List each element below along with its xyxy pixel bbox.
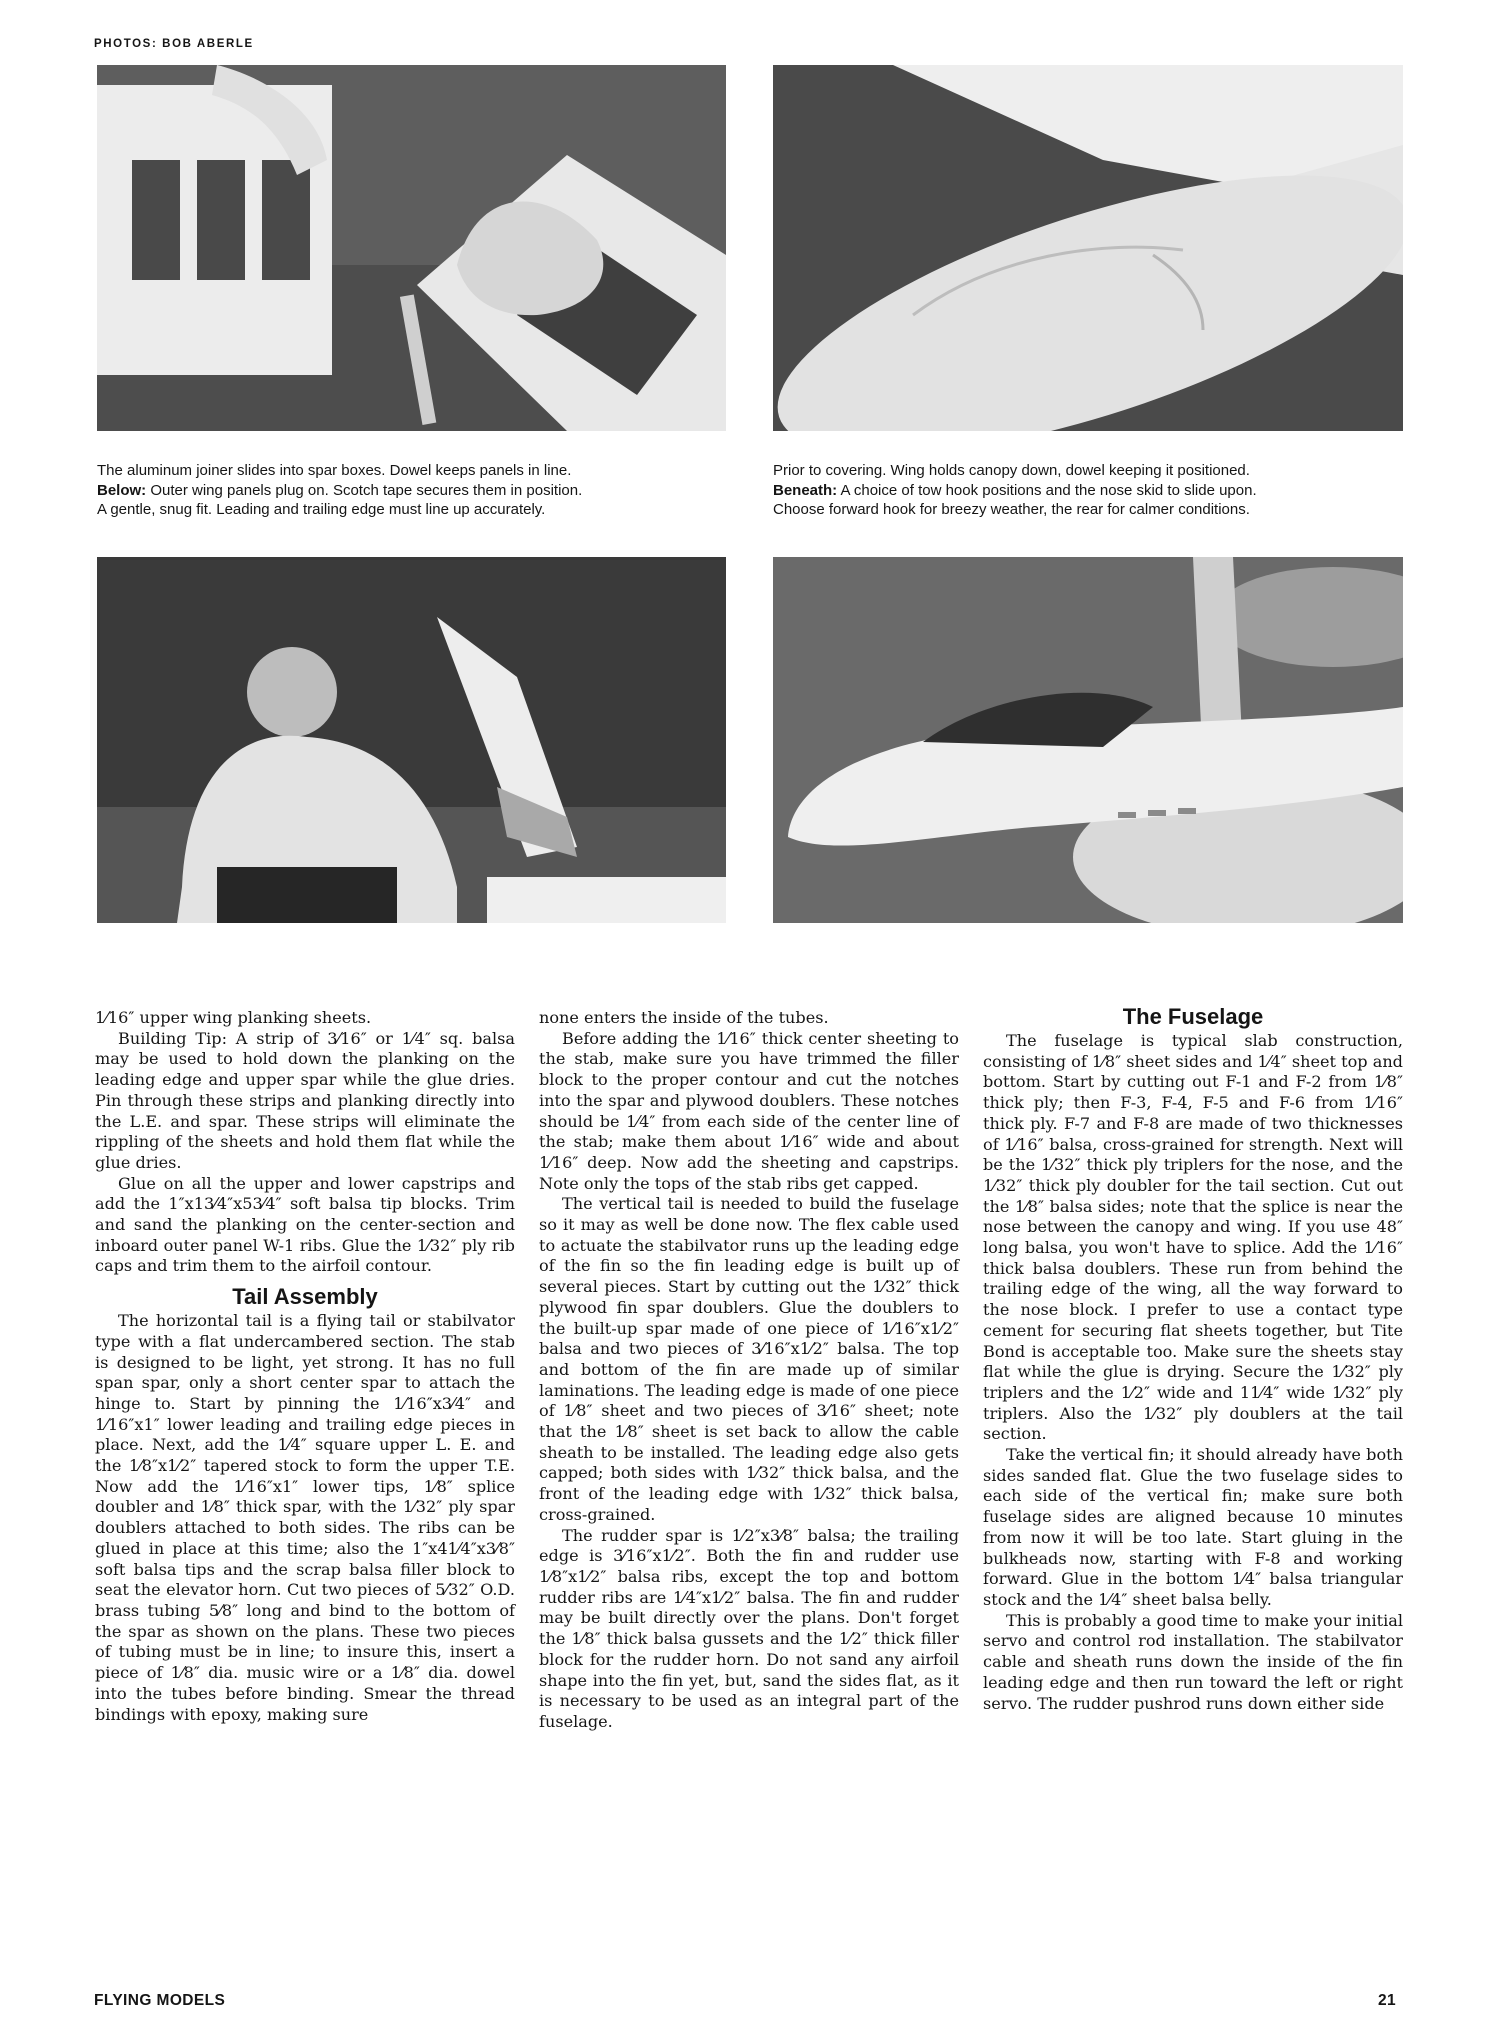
caption-right [773,461,1413,520]
caption-left-line-2-text: Outer wing panels plug on. Scotch tape secures them in position. [146,481,583,499]
nose-skid-photo [773,557,1403,923]
col3-paragraph-3: This is probably a good time to make your initial servo and control rod installation. The stabilvator cable and sheath runs down the inside of the fin leading edge and then run toward the left or right servo. The rudder pushrod runs down either side [983,1610,1403,1713]
caption-right-line-2 [773,481,1413,501]
col3-paragraph-1: The fuselage is typical slab construction, consisting of 1⁄8″ sheet sides and 1⁄4″ sheet top and bottom. Start by cutting out F-1 and F-2 from 1⁄8″ thick ply; then F-3, F-4, F-5 and F-6 from 1⁄16″ thick ply. F-7 and F-8 are made of two thicknesses of 1⁄16″ balsa, cross-grained for strength. Next will be the 1⁄32″ thick ply triplers for the nose, and the 1⁄32″ thick ply doubler for the tail section. Cut out the 1⁄8″ balsa sides; note that the splice is near the nose between the canopy and wing. If you use 48″ long balsa, you won't have to splice. Add the 1⁄16″ thick balsa doublers. These run from behind the trailing edge of the wing, all the way forward to the nose block. I prefer to use a contact type cement for securing flat sheets together, but Tite Bond is acceptable too. Make sure the sheets stay flat while the glue is drying. Secure the 1⁄32″ ply triplers and the 1⁄2″ wide and 11⁄4″ wide 1⁄32″ ply triplers. Also the 1⁄32″ ply doublers at the tail section. [983,1031,1403,1444]
joiner-photo [97,65,726,431]
fuselage-heading: The Fuselage [1122,1004,1264,1029]
page-number: 21 [1378,1992,1397,2009]
canopy-photo [773,65,1403,431]
col1-paragraph-3: Glue on all the upper and lower capstrips and add the 1″x13⁄4″x53⁄4″ soft balsa tip blocks. Trim and sand the planking on the center-section and inboard outer panel W-1 ribs. Glue the 1⁄32″ ply rib caps and trim them to the airfoil contour. [95,1173,515,1276]
col3-paragraph-2: Take the vertical fin; it should already have both sides sanded flat. Glue the two fuselage sides to each side of the vertical fin; make sure both fuselage sides are aligned because 10 minutes from now it will be too late. Start gluing in the bulkheads now, starting with F-8 and working forward. Glue in the bottom 1⁄4″ balsa triangular stock and the 1⁄4″ sheet balsa belly. [983,1445,1403,1609]
caption-left [97,461,737,520]
caption-right-label: Beneath: [773,481,838,499]
caption-left-label: Below: [97,481,147,499]
caption-right-line-2-text: A choice of tow hook positions and the nose skid to slide upon. [837,481,1257,499]
caption-right-line-1: Prior to covering. Wing holds canopy down, dowel keeping it positioned. [773,462,1250,479]
magazine-name: FLYING MODELS [94,1992,226,2009]
col1-paragraph-4: The horizontal tail is a flying tail or stabilvator type with a flat undercambered section. The stab is designed to be light, yet strong. It has no full span spar, only a short center spar to attach the hinge to. Start by pinning the 1⁄16″x3⁄4″ and 1⁄16″x1″ lower leading and trailing edge pieces in place. Next, add the 1⁄4″ square upper L. E. and the 1⁄8″x1⁄2″ tapered stock to form the upper T.E. Now add the 1⁄16″x1″ lower tips, 1⁄8″ splice doubler and 1⁄8″ thick spar, with the 1⁄32″ ply spar doublers attached to both sides. The ribs can be glued in place at this time; also the 1″x41⁄4″x3⁄8″ soft balsa tips and the scrap balsa filler block to seat the elevator horn. Cut two pieces of 5⁄32″ O.D. brass tubing 5⁄8″ long and bind to the bottom of the spar as shown on the plans. These two pieces of tubing must be in line; to insure this, insert a piece of 1⁄8″ dia. music wire or a 1⁄8″ dia. dowel into the tubes before binding. Smear the thread bindings with epoxy, making sure [95,1311,515,1724]
builder-photo [97,557,726,923]
col2-paragraph-1: none enters the inside of the tubes. [539,1008,829,1027]
col1-paragraph-2: Building Tip: A strip of 3⁄16″ or 1⁄4″ sq. balsa may be used to hold down the planking on the leading edge and upper spar while the glue dries. Pin through these strips and planking directly into the L.E. and spar. These strips will eliminate the rippling of the sheets and hold them flat while the glue dries. [95,1028,515,1172]
col1-paragraph-1: 1⁄16″ upper wing planking sheets. [95,1008,372,1027]
caption-left-line-1: The aluminum joiner slides into spar boxes. Dowel keeps panels in line. [97,462,572,479]
caption-right-line-3: Choose forward hook for breezy weather, the rear for calmer conditions. [773,501,1250,518]
col2-paragraph-3: The vertical tail is needed to build the fuselage so it may as well be done now. The flex cable used to actuate the stabilvator runs up the leading edge of the fin so the fin leading edge is built up of several pieces. Start by cutting out the 1⁄32″ thick plywood fin spar doublers. Glue the doublers to the built-up spar made of one piece of 1⁄16″x1⁄2″ balsa and two pieces of 3⁄16″x1⁄2″ balsa. The top and bottom of the fin are made up of similar laminations. The leading edge is made of one piece of 1⁄8″ sheet and two pieces of 3⁄16″ sheet; note that the 1⁄8″ sheet is set back to allow the cable sheath to be installed. The leading edge also gets capped; both sides with 1⁄32″ thick balsa, and the front of the leading edge with 1⁄32″ thick balsa, cross-grained. [539,1194,959,1524]
col2-paragraph-2: Before adding the 1⁄16″ thick center sheeting to the stab, make sure you have trimmed the filler block to the proper contour and cut the notches into the spar and plywood doublers. These notches should be 1⁄4″ from each side of the center line of the stab; make them about 1⁄16″ wide and about 1⁄16″ deep. Now add the sheeting and capstrips. Note only the tops of the stab ribs get capped. [539,1028,959,1193]
article-column-2 [539,1008,959,1733]
tail-assembly-heading: Tail Assembly [232,1284,378,1310]
caption-left-line-3: A gentle, snug fit. Leading and trailing edge must line up accurately. [97,501,546,518]
col2-paragraph-4: The rudder spar is 1⁄2″x3⁄8″ balsa; the trailing edge is 3⁄16″x1⁄2″. Both the fin and rudder use 1⁄8″x1⁄2″ balsa ribs, except the top and bottom rudder ribs are 1⁄4″x1⁄2″ balsa. The fin and rudder may be built directly over the plans. Don't forget the 1⁄8″ thick balsa gussets and the 1⁄2″ thick filler block for the rudder horn. Do not sand any airfoil shape into the fin yet, but, sand the sides flat, as it is necessary to be used as an integral part of the fuselage. [539,1525,959,1731]
caption-left-line-2 [97,481,737,501]
article-column-1 [95,1008,515,1725]
article-column-3 [983,1004,1403,1714]
photo-credit: PHOTOS: BOB ABERLE [94,38,254,50]
